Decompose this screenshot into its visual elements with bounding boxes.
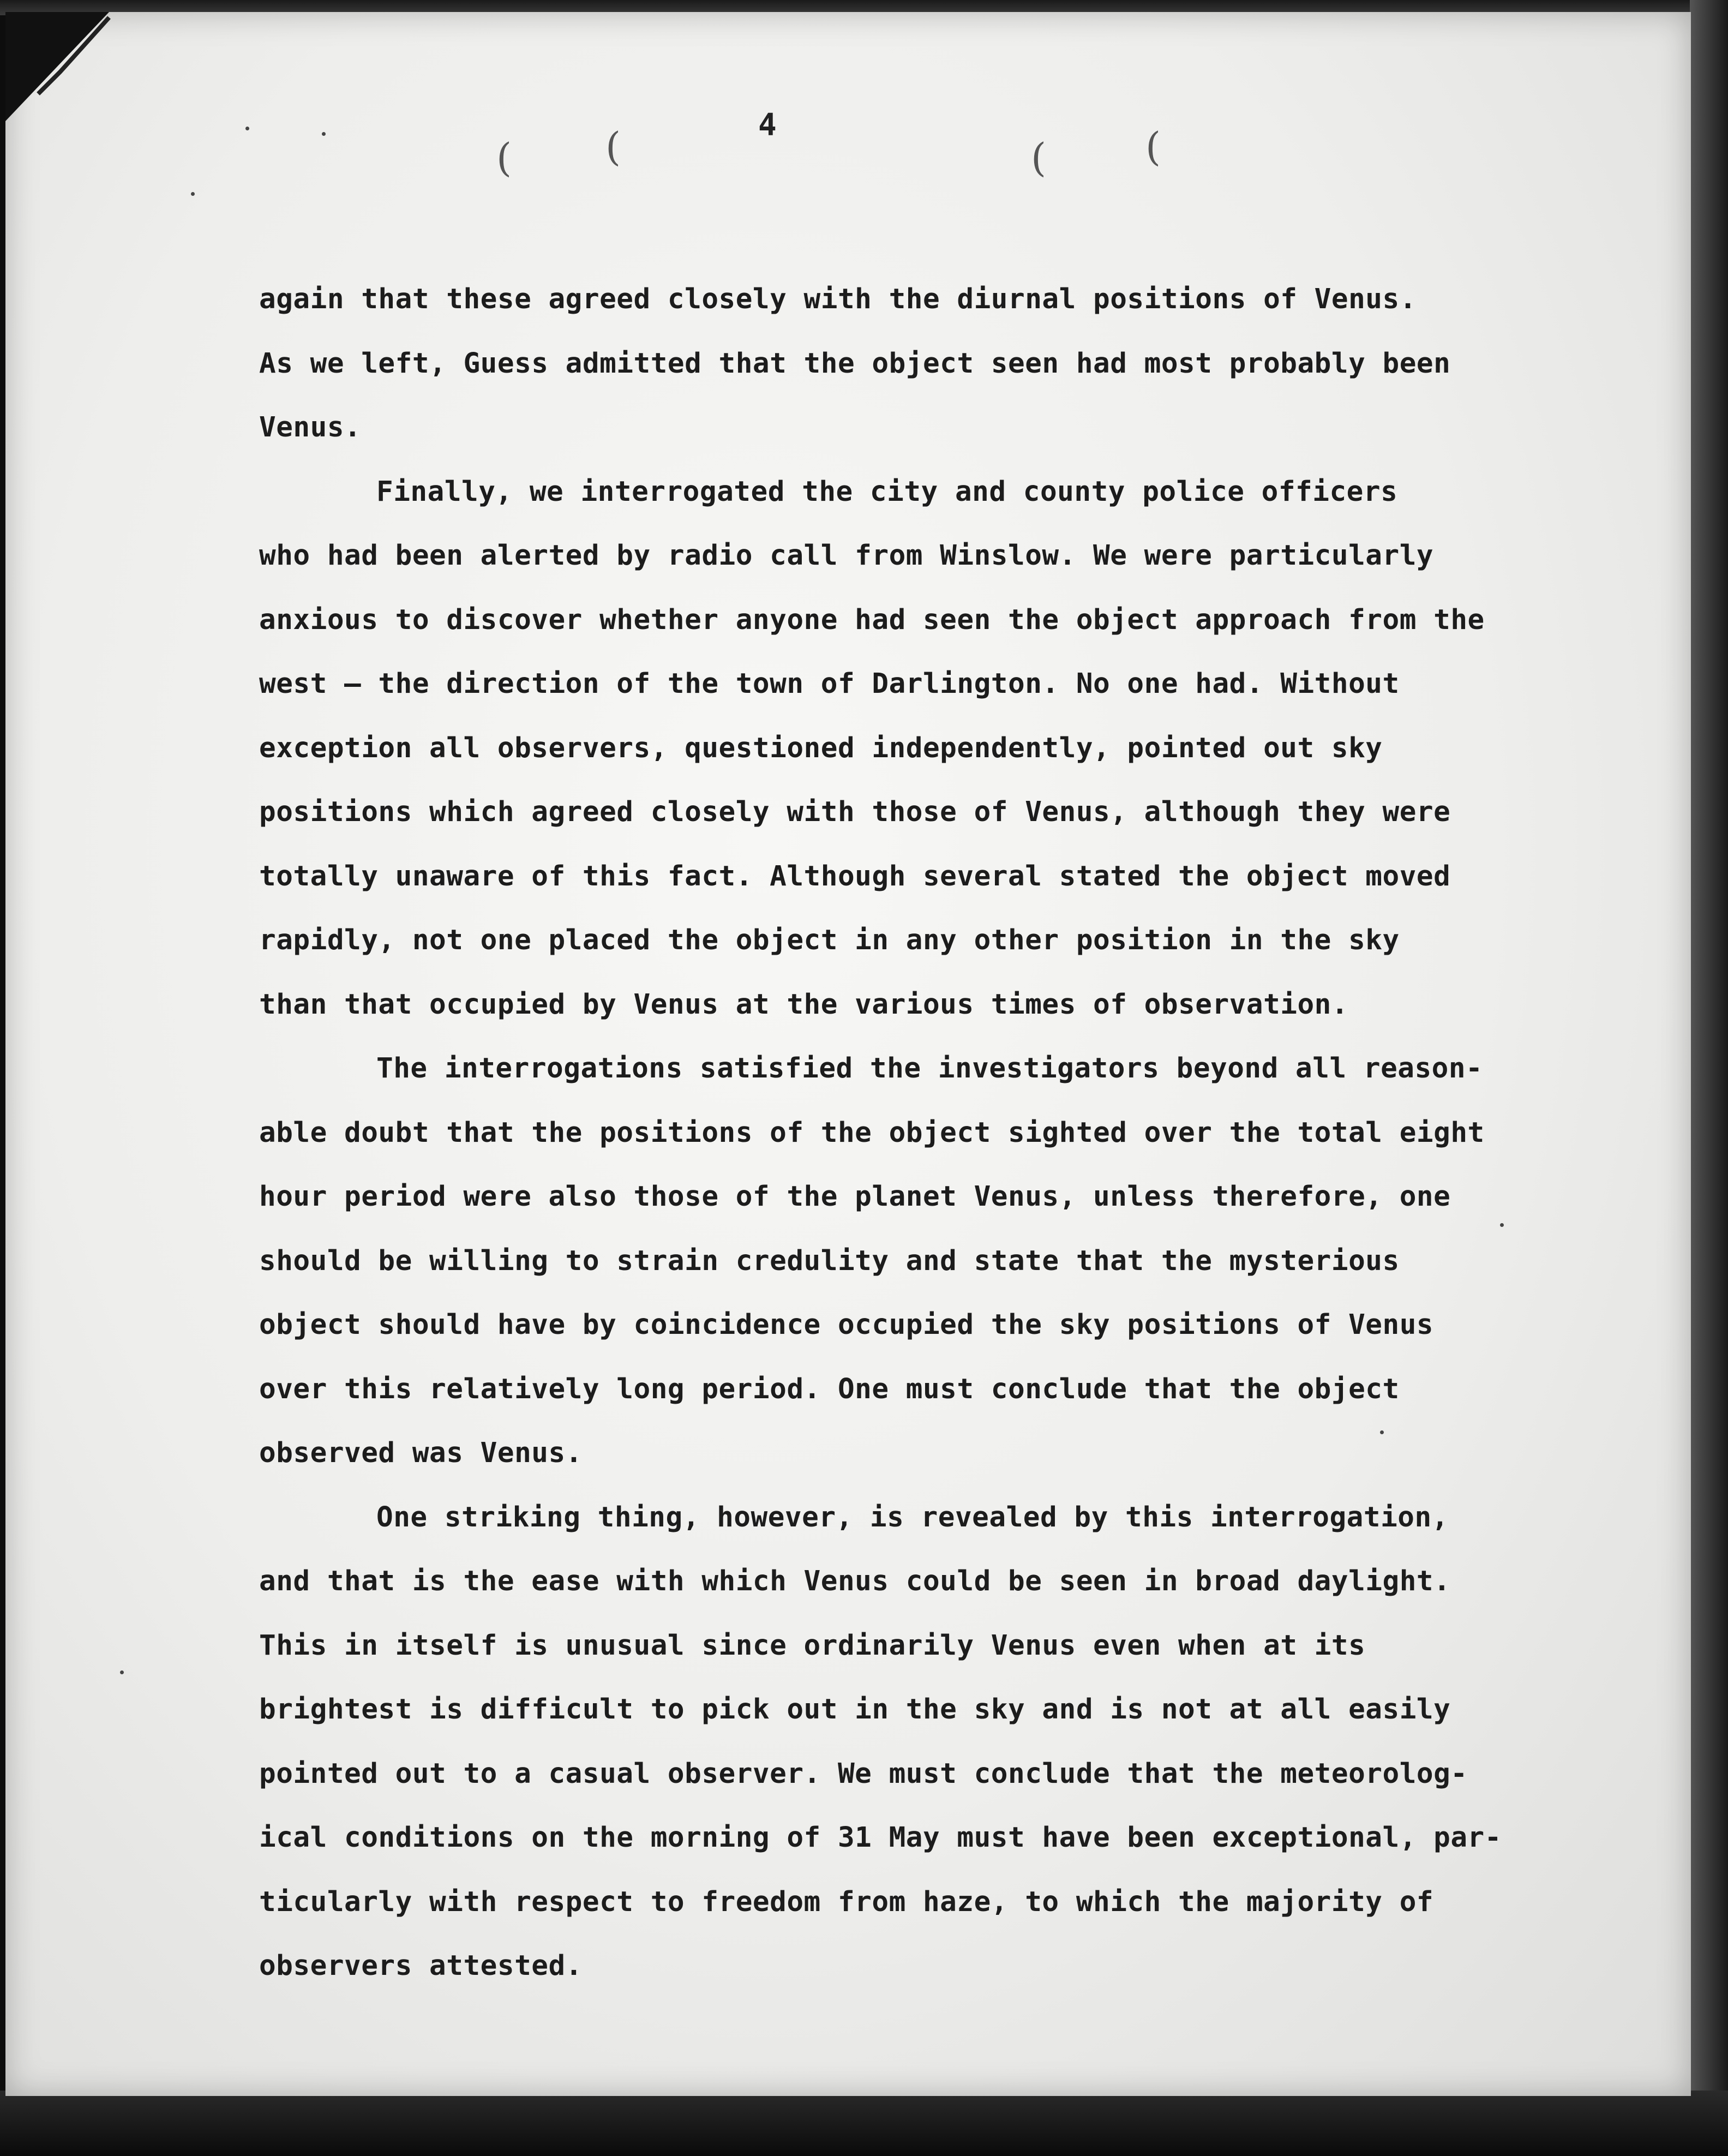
text-line: positions which agreed closely with those of Venus, although they were xyxy=(259,796,1451,828)
text-line: As we left, Guess admitted that the object seen had most probably been xyxy=(259,347,1451,380)
paragraph-1 xyxy=(259,267,1481,460)
text-line: west — the direction of the town of Darlington. No one had. Without xyxy=(259,668,1400,700)
text-line: than that occupied by Venus at the various times of observation. xyxy=(259,988,1349,1021)
paragraph-2 xyxy=(259,460,1485,1037)
text-line: ticularly with respect to freedom from haze, to which the majority of xyxy=(259,1885,1434,1918)
scan-border-right xyxy=(1690,0,1728,2156)
punch-hole-mark: ( xyxy=(496,135,512,181)
text-line: who had been alerted by radio call from Winslow. We were particularly xyxy=(259,540,1434,572)
text-line: anxious to discover whether anyone had seen the object approach from the xyxy=(259,603,1485,636)
text-line: and that is the ease with which Venus could be seen in broad daylight. xyxy=(259,1565,1451,1597)
scan-speck xyxy=(191,192,195,196)
scan-speck xyxy=(322,132,326,136)
text-line: should be willing to strain credulity and state that the mysterious xyxy=(259,1244,1400,1277)
text-line: One striking thing, however, is revealed by this interrogation, xyxy=(376,1501,1449,1534)
paragraph-3 xyxy=(259,1037,1485,1486)
page-number: 4 xyxy=(758,107,777,143)
text-line: observed was Venus. xyxy=(259,1437,583,1469)
text-line: This in itself is unusual since ordinarily Venus even when at its xyxy=(259,1629,1366,1662)
paragraph-4 xyxy=(259,1486,1502,1998)
text-line: again that these agreed closely with the diurnal positions of Venus. xyxy=(259,283,1417,315)
folded-corner-mark xyxy=(5,12,131,137)
punch-hole-mark: ( xyxy=(1145,124,1161,170)
text-line: hour period were also those of the planet Venus, unless therefore, one xyxy=(259,1181,1451,1213)
text-line: rapidly, not one placed the object in any other position in the sky xyxy=(259,924,1400,956)
text-line: observers attested. xyxy=(259,1950,583,1982)
text-line: totally unaware of this fact. Although several stated the object moved xyxy=(259,860,1451,893)
text-line: over this relatively long period. One must conclude that the object xyxy=(259,1373,1400,1405)
text-line: able doubt that the positions of the object sighted over the total eight xyxy=(259,1116,1485,1149)
scan-speck xyxy=(120,1670,124,1674)
text-line: pointed out to a casual observer. We must conclude that the meteorolog- xyxy=(259,1757,1468,1790)
scan-speck xyxy=(245,127,249,130)
document-page xyxy=(5,12,1691,2096)
text-line: The interrogations satisfied the investigators beyond all reason- xyxy=(376,1052,1483,1085)
scan-speck xyxy=(1500,1223,1504,1227)
text-line: object should have by coincidence occupied the sky positions of Venus xyxy=(259,1309,1434,1341)
punch-hole-mark: ( xyxy=(1031,135,1047,181)
memo-body xyxy=(259,267,1502,1998)
punch-hole-mark: ( xyxy=(605,124,621,170)
scan-border-bottom xyxy=(0,2091,1728,2156)
text-line: ical conditions on the morning of 31 May must have been exceptional, par- xyxy=(259,1822,1502,1854)
text-line: exception all observers, questioned independently, pointed out sky xyxy=(259,732,1383,764)
text-line: Finally, we interrogated the city and county police officers xyxy=(376,475,1398,508)
text-line: brightest is difficult to pick out in the sky and is not at all easily xyxy=(259,1693,1451,1726)
text-line: Venus. xyxy=(259,411,362,444)
